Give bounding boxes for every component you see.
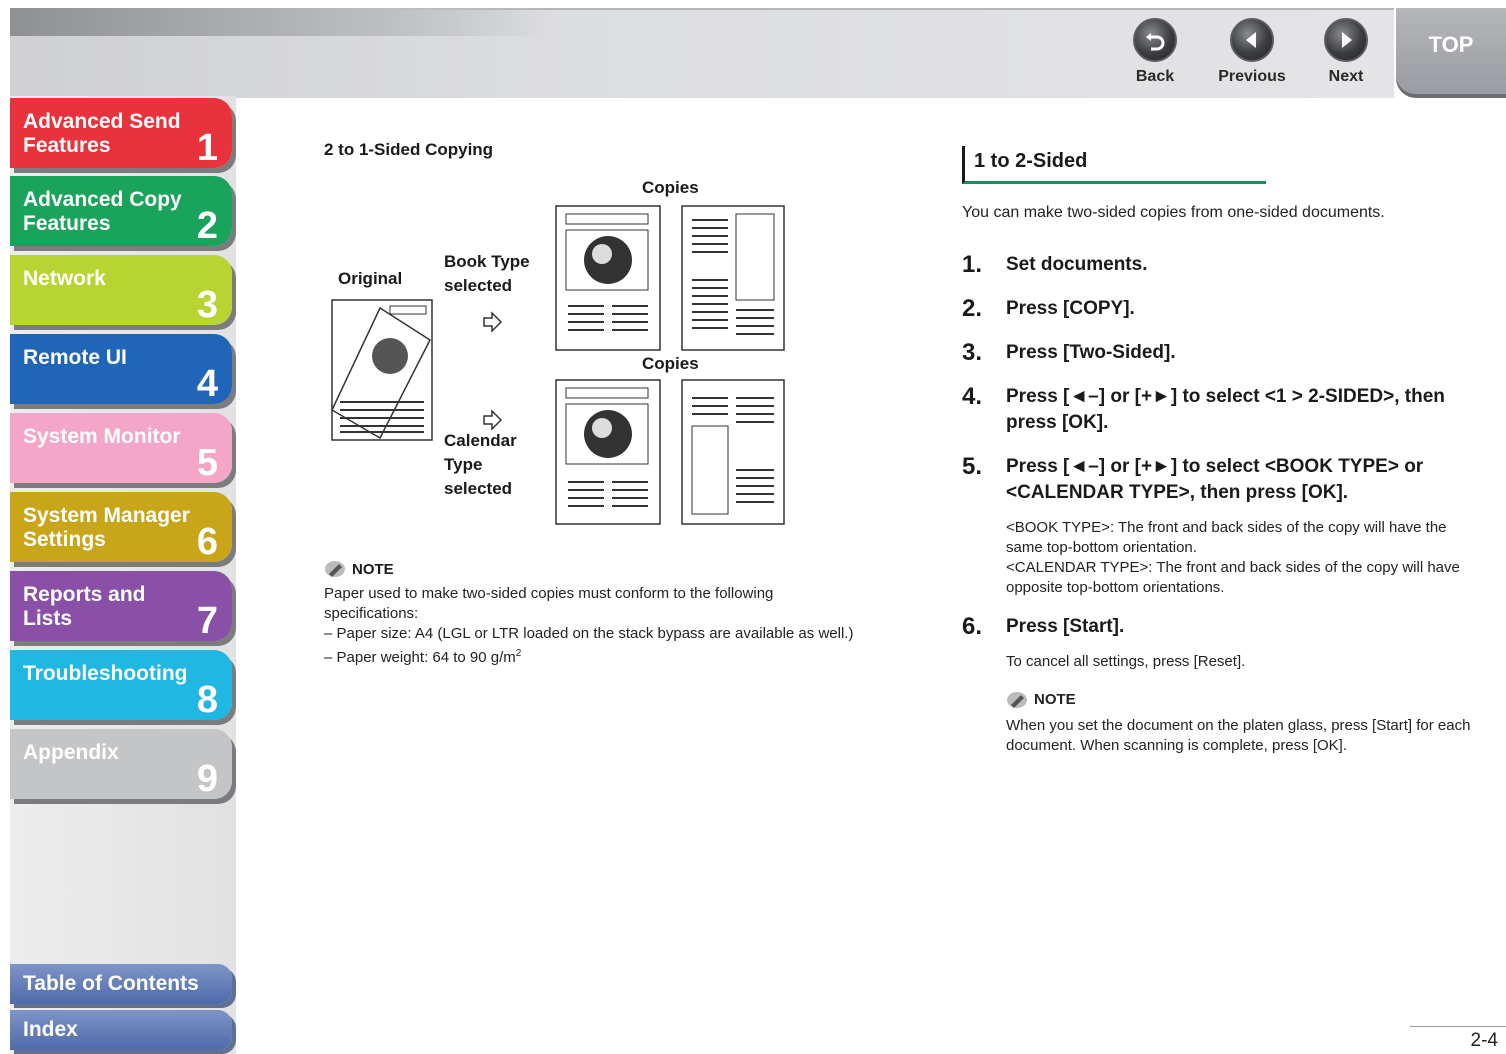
previous-label: Previous xyxy=(1218,68,1286,85)
arrow-icon xyxy=(484,313,501,429)
previous-icon xyxy=(1230,18,1274,62)
sidebar-item-number: 6 xyxy=(196,521,218,563)
original-document-icon xyxy=(332,300,432,440)
sidebar-item-number: 3 xyxy=(196,284,218,326)
note-body xyxy=(324,584,864,668)
step-5-desc-book: <BOOK TYPE>: The front and back sides of the copy will have the same top-bottom orientation. xyxy=(1006,519,1447,556)
top-button[interactable]: TOP xyxy=(1396,8,1506,94)
sidebar-item-label: Remote UI xyxy=(23,346,127,369)
index-button[interactable]: Index xyxy=(10,1010,232,1050)
sidebar-item-label: System Monitor xyxy=(23,425,181,448)
diagram-label-copies-bottom: Copies xyxy=(642,354,699,373)
step-5: 5. Press [◄–] or [+►] to select <BOOK TYPE> or <CALENDAR TYPE>, then press [OK]. xyxy=(962,453,1424,503)
right-note-body: When you set the document on the platen glass, press [Start] for each document. When scanning is complete, press [OK]. xyxy=(1006,717,1471,754)
table-of-contents-button[interactable]: Table of Contents xyxy=(10,964,232,1004)
sidebar-item-3[interactable] xyxy=(10,255,232,325)
note-list xyxy=(324,624,864,668)
right-note xyxy=(1006,690,1476,756)
note-line: Paper used to make two-sided copies must conform to the following specifications: xyxy=(324,585,774,622)
copy-calendar-back-icon xyxy=(682,380,784,524)
step-5-desc-calendar: <CALENDAR TYPE>: The front and back sides of the copy will have opposite top-bottom orientations. xyxy=(1006,559,1460,596)
diagram-label-original: Original xyxy=(338,269,403,288)
step-4: 4. Press [◄–] or [+►] to select <1 > 2-SIDED>, then press [OK]. xyxy=(962,383,1445,433)
diagram-label-calendar-type: Type xyxy=(444,455,483,474)
copy-calendar-front-icon xyxy=(556,380,660,524)
section-heading-2-to-1: 2 to 1-Sided Copying xyxy=(324,140,494,159)
right-note-heading xyxy=(1006,690,1476,710)
sidebar-item-1[interactable] xyxy=(10,98,232,168)
note-heading xyxy=(324,560,864,578)
back-label: Back xyxy=(1135,68,1175,85)
back-icon xyxy=(1133,18,1177,62)
sidebar-item-number: 8 xyxy=(196,679,218,721)
section-heading-1-to-2: 1 to 2-Sided xyxy=(962,146,1266,184)
sidebar-item-label: Advanced Send Features xyxy=(23,110,181,157)
note-item-paper-weight: – Paper weight: 64 to 90 $g/m^2$ xyxy=(324,648,522,666)
sidebar-item-label: Advanced Copy Features xyxy=(23,188,182,235)
step-1: 1. Set documents. xyxy=(962,251,1148,278)
left-note xyxy=(324,560,864,668)
note-heading-text: NOTE xyxy=(352,560,394,578)
copy-book-back-icon xyxy=(682,206,784,350)
page-number: 2-4 xyxy=(1470,1030,1498,1051)
diagram-label-calendar: Calendar xyxy=(444,431,517,450)
pencil-note-icon xyxy=(324,560,346,578)
pencil-note-icon xyxy=(1006,691,1028,709)
sidebar-item-number: 1 xyxy=(196,127,218,169)
copy-book-front-icon xyxy=(556,206,660,350)
sidebar-item-label: System Manager Settings xyxy=(23,504,190,551)
sidebar-item-8[interactable] xyxy=(10,650,232,720)
sidebar-item-label: Appendix xyxy=(23,741,119,764)
page-number-rule xyxy=(1410,1026,1506,1027)
step-6: 6. Press [Start]. xyxy=(962,613,1125,640)
sidebar-item-number: 9 xyxy=(196,758,218,800)
sidebar-item-number: 5 xyxy=(196,442,218,484)
sidebar-item-2[interactable] xyxy=(10,176,232,246)
intro-text: You can make two-sided copies from one-sided documents. xyxy=(962,204,1385,221)
next-label: Next xyxy=(1328,68,1364,85)
step-6-desc: To cancel all settings, press [Reset]. xyxy=(1006,653,1246,670)
right-note-heading-text: NOTE xyxy=(1034,691,1076,708)
sidebar-item-number: 7 xyxy=(196,600,218,642)
sidebar-item-6[interactable] xyxy=(10,492,232,562)
sidebar-item-5[interactable] xyxy=(10,413,232,483)
sidebar-item-label: Reports and Lists xyxy=(23,583,146,630)
diagram-label-calendar-selected: selected xyxy=(444,479,513,498)
step-3: 3. Press [Two-Sided]. xyxy=(962,339,1176,366)
note-item-paper-size: – Paper size: A4 (LGL or LTR loaded on the stack bypass are available as well.) xyxy=(324,625,854,642)
sidebar-item-label: Troubleshooting xyxy=(23,662,188,685)
diagram-label-book-type: Book Type xyxy=(444,252,530,271)
sidebar-item-9[interactable] xyxy=(10,729,232,799)
diagram-label-copies-top: Copies xyxy=(642,178,699,197)
sidebar-item-7[interactable] xyxy=(10,571,232,641)
previous-button[interactable] xyxy=(1212,18,1292,86)
next-icon xyxy=(1324,18,1368,62)
diagram-label-book-selected: selected xyxy=(444,276,513,295)
sidebar-item-label: Network xyxy=(23,267,106,290)
sidebar-item-number: 2 xyxy=(196,205,218,247)
back-button[interactable] xyxy=(1115,18,1195,86)
sidebar-item-number: 4 xyxy=(196,363,218,405)
copying-diagram xyxy=(320,170,800,540)
next-button[interactable] xyxy=(1306,18,1386,86)
toolbar-shade xyxy=(10,8,550,36)
sidebar-item-4[interactable] xyxy=(10,334,232,404)
step-2: 2. Press [COPY]. xyxy=(962,295,1135,322)
